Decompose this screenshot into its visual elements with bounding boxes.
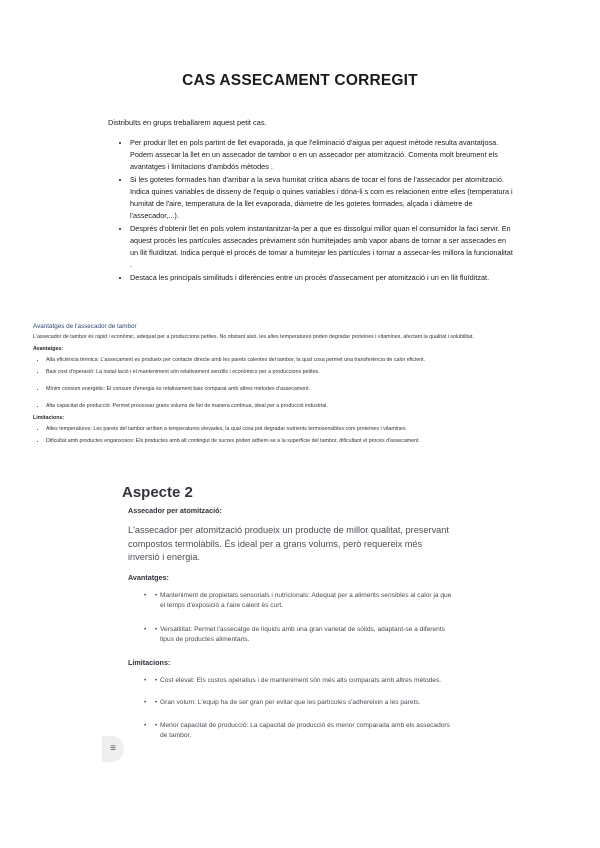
aspect2-advantages-list [122,591,452,646]
aspect1-heading: Avantatges de l'assecador de tambor [33,323,137,330]
list-item-text: Cost elevat: Els costos operatius i de manteniment són més alts comparats amb altres mètodes. [160,676,442,684]
list-item: • • Manteniment de propietats sensorials i nutricionals: Adequat per a aliments sensibles al calor ja que el temps d'exposició a l'aire calent és curt. [144,591,452,609]
aspect2-limitations-label: Limitacions: [128,657,171,667]
task-item: • Destaca les principals similituds i diferències entre un procés d'assecament per atomització i un en llit fluïditzat. [130,272,515,284]
task-item: • Després d'obtenir llet en pols volem instantanitzar-la per a que es dissolgui millor quan el consumidor la faci servir. En aquest procés les partícules assecades prèviament són humitejades amb vapor abans de tornar a ser assecades en un llit fluïditzat. Indica perquè el procés de tornar a humitejar les partícules i tornar a assecar-les millora la funcionalitat . [130,223,515,271]
list-item: • • Menor capacitat de producció: La capacitat de producció és menor comparada amb els assecadors de tambor. [144,721,450,739]
list-item: • Alta eficiència tèrmica: L'assecament es produeix per contacte directe amb les parets calentes del tambor, la qual cosa permet una transferència de calor eficient. [46,357,563,365]
aspect1-section [33,323,563,450]
list-item: • Dificultat amb productes enganxosos: Els productes amb alt contingut de sucres poden adherir-se a la superfície del tambor, dificultant el procés d'assecament. [46,438,563,446]
aspect1-paragraph: L'assecador de tambor és ràpid i econòmic, adequat per a produccions petites. No obstant això, les altes temperatures poden degradar proteïnes i vitamines, afectant la qualitat i solubilitat. [33,333,474,340]
aspect2-section [122,484,452,754]
list-item-text: Gran volum: L'equip ha de ser gran per evitar que les partícules s'adhereixin a les parets. [160,699,421,706]
list-item: • Baix cost d'operació: La instal·lació i el manteniment són relativament senzills i econòmics per a produccions petites. [46,369,563,377]
aspect1-limitations-list [33,426,563,446]
list-item: • • Cost elevat: Els costos operatius i de manteniment són més alts comparats amb altres mètodes. [144,676,442,684]
list-item: • Alta capacitat de producció: Permet processar grans volums de llet de manera contínua, ideal per a producció industrial. [46,403,563,411]
list-item: • Altes temperatures: Les parets del tambor arriben a temperatures elevades, la qual cosa pot degradar nutrients termosensibles com proteïnes i vitamines. [46,426,563,434]
list-item-text: Menor capacitat de producció: La capacitat de producció és menor comparada amb els assecadors de tambor. [160,721,450,739]
aspect2-limitations-list [122,676,452,742]
list-item-text: Versatilitat: Permet l'assecatge de líquids amb una gran varietat de sòlids, adaptant-se a diferents tipus de productes alimentaris. [160,625,445,643]
page-title: CAS ASSECAMENT CORREGIT [182,72,418,89]
task-item: • Per produir llet en pols partint de llet evaporada, ja que l'eliminació d'aigua per aquest mètode resulta avantatjosa. Podem assecar la llet en un assecador de tambor o en un assecador per atomització. Comenta molt breument els avantatges i limitacions d'ambdós mètodes . [130,137,515,173]
aspect1-limitations-label: Limitacions: [33,414,65,421]
task-item: • Si les gotetes formades han d'arribar a la seva humitat crítica abans de tocar el fons de l'assecador per atomització. Indica quines variables de disseny de l'equip o quines variables i dóna-li s com es relacionen entre elles (temperatura i humitat de l'aire, temperatura de la llet evaporada, diàmetre de les gotetes formades, alçada i diàmetre de l'assecador,...). [130,174,515,222]
list-item-text: Manteniment de propietats sensorials i nutricionals: Adequat per a aliments sensibles al calor ja que el temps d'exposició a l'aire calent és curt. [160,591,452,609]
aspect1-advantages-list [33,357,563,410]
aspect2-subheading: Assecador per atomització: [128,506,222,515]
aspect1-advantages-label: Avantatges: [33,345,64,352]
aspect2-advantages-label: Avantatges: [128,572,169,582]
intro-text: Distribuïts en grups treballarem aquest petit cas. [108,118,267,127]
aspect2-heading: Aspecte 2 [122,484,193,501]
list-item: • • Versatilitat: Permet l'assecatge de líquids amb una gran varietat de sòlids, adaptant-se a diferents tipus de productes alimentaris. [144,625,445,643]
list-item: • Mínim consum energètic: El consum d'energia és relativament baix comparat amb altres mètodes d'assecament. [46,386,563,394]
task-list [117,137,515,285]
menu-icon[interactable]: ≡ [102,736,124,762]
list-item: • • Gran volum: L'equip ha de ser gran per evitar que les partícules s'adhereixin a les parets. [144,699,421,706]
aspect2-lead: L'assecador per atomització produeix un producte de millor qualitat, preservant compostos termolàbils. És ideal per a grans volums, però requereix més inversió i energia. [128,525,449,562]
